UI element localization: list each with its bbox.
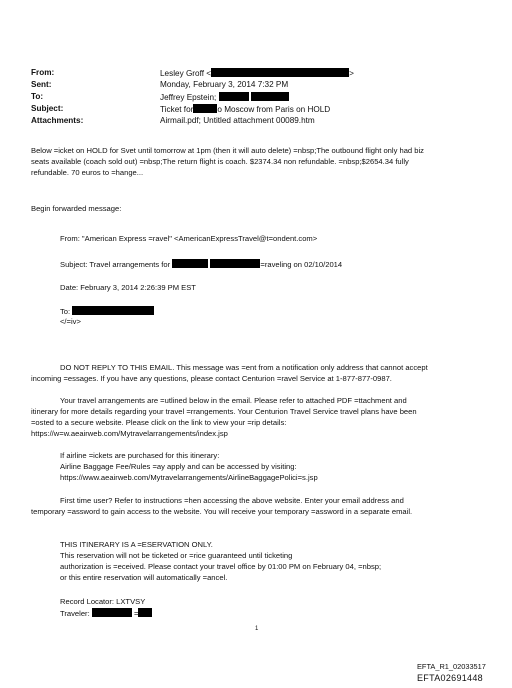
intro-line: refundable. 70 euros to =hange...	[31, 168, 144, 177]
footer-ref-primary: EFTA_R1_02033517	[417, 662, 486, 671]
message-line: Your travel arrangements are =utlined below in the email. Please refer to attached PDF =ttachment and	[60, 396, 407, 405]
intro-line: Below =icket on HOLD for Svet until tomorrow at 1pm (then it will auto delete) =nbsp;The outbound flight only had biz	[31, 146, 424, 155]
message-line: temporary =assword to gain access to the website. You will receive your temporary =assword in a separate email.	[31, 507, 413, 516]
redaction-box	[211, 68, 349, 77]
message-line: This reservation will not be ticketed or =rice guaranteed until ticketing	[60, 551, 293, 560]
redaction-box	[251, 92, 289, 101]
message-line: authorization is =eceived. Please contact your travel office by 01:00 PM on February 04, =nbsp;	[60, 562, 382, 571]
redaction-box	[210, 259, 260, 268]
from-label: From:	[31, 68, 55, 77]
subject-label: Subject:	[31, 104, 64, 113]
redaction-box	[193, 104, 217, 113]
footer-ref-secondary: EFTA02691448	[417, 673, 483, 683]
message-line: If airline =ickets are purchased for this itinerary:	[60, 451, 220, 460]
message-line: itinerary for more details regarding your travel =rrangements. Your Centurion Travel Service travel plans have been	[31, 407, 417, 416]
message-line: THIS ITINERARY IS A =ESERVATION ONLY.	[60, 540, 213, 549]
fwd-from-line: From: "American Express =ravel" <AmericanExpressTravel@t=ondent.com>	[60, 234, 318, 243]
record-locator: Record Locator: LXTVSY	[60, 597, 146, 606]
to-value: Jeffrey Epstein;	[160, 92, 289, 102]
redaction-box	[138, 608, 152, 617]
fwd-to-line: To:	[60, 306, 154, 318]
intro-line: seats available (coach sold out) =nbsp;The return flight is coach. $2374.34 non refundable. =nbsp;$2654.34 fully	[31, 157, 409, 166]
begin-forwarded: Begin forwarded message:	[31, 204, 122, 213]
fwd-subject-line: Subject: Travel arrangements for =raveling on 02/10/2014	[60, 260, 343, 269]
page-number: 1	[255, 626, 259, 632]
message-line: or this entire reservation will automatically =ancel.	[60, 573, 228, 582]
attachments-label: Attachments:	[31, 116, 84, 125]
sent-label: Sent:	[31, 80, 52, 89]
message-link[interactable]: https://www.aeairweb.com/Mytravelarrangements/AirlineBaggagePolici=s.jsp	[60, 473, 318, 482]
redaction-box	[219, 92, 249, 101]
subject-value: Ticket for o Moscow from Paris on HOLD	[160, 105, 331, 114]
traveler-line: Traveler: =	[60, 608, 152, 620]
sent-value: Monday, February 3, 2014 7:32 PM	[160, 80, 289, 89]
redaction-box	[92, 608, 132, 617]
message-line: Airline Baggage Fee/Rules =ay apply and can be accessed by visiting:	[60, 462, 297, 471]
fwd-date-line: Date: February 3, 2014 2:26:39 PM EST	[60, 283, 196, 292]
message-link[interactable]: https://w=w.aeairweb.com/Mytravelarrangements/index.jsp	[31, 429, 228, 438]
div-close-tag: </=iv>	[60, 317, 81, 326]
from-value: Lesley Groff < >	[160, 69, 354, 78]
message-line: DO NOT REPLY TO THIS EMAIL. This message was =ent from a notification only address that cannot accept	[60, 363, 428, 372]
redaction-box	[72, 306, 154, 315]
attachments-value: Airmail.pdf; Untitled attachment 00089.htm	[160, 116, 315, 125]
message-line: incoming =essages. If you have any questions, please contact Centurion =ravel Service at 1-877-877-0987.	[31, 374, 392, 383]
message-line: =osted to a secure website. Please click on the link to view your =rip details:	[31, 418, 287, 427]
to-label: To:	[31, 92, 44, 101]
redaction-box	[172, 259, 208, 268]
message-line: First time user? Refer to instructions =hen accessing the above website. Enter your email address and	[60, 496, 404, 505]
